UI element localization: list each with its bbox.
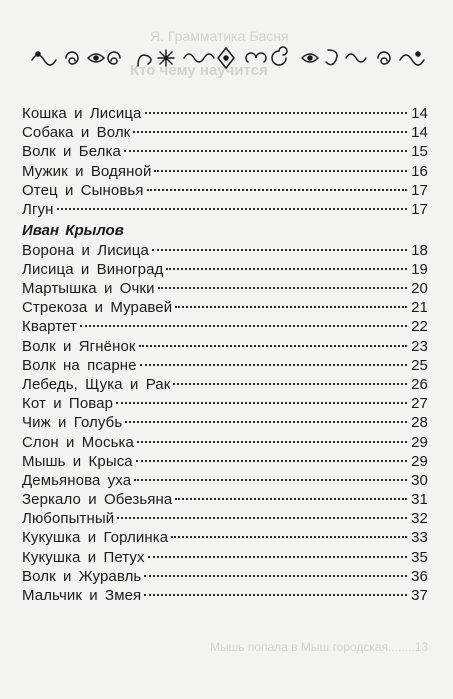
toc-entry[interactable] — [22, 337, 428, 356]
toc-dot-leader — [124, 150, 407, 152]
toc-entry-page: 32 — [411, 510, 428, 528]
toc-entry-title: Чиж и Голубь — [22, 414, 123, 432]
toc-entry-title: Кошка и Лисица — [22, 105, 142, 122]
toc-entry-title: Ворона и Лисица — [22, 241, 149, 259]
toc-entry-page: 36 — [411, 567, 428, 585]
toc-dot-leader — [117, 517, 407, 519]
toc-dot-leader — [139, 345, 407, 347]
toc-entry-page: 17 — [411, 181, 428, 199]
toc-dot-leader — [57, 208, 408, 210]
toc-dot-leader — [147, 189, 407, 191]
toc-entry-title: Слон и Моська — [22, 433, 134, 451]
table-of-contents — [22, 104, 428, 605]
toc-entry-page: 28 — [411, 414, 428, 432]
toc-entry[interactable] — [22, 317, 428, 336]
toc-dot-leader — [116, 402, 407, 404]
toc-dot-leader — [175, 306, 407, 308]
toc-dot-leader — [173, 383, 407, 385]
bleed-through-top: Я. Грамматика Басня — [150, 28, 289, 44]
toc-entry[interactable] — [22, 433, 428, 452]
toc-entry[interactable] — [22, 200, 428, 219]
toc-entry[interactable] — [22, 471, 428, 490]
toc-entry-title: Собака и Волк — [22, 124, 131, 142]
toc-entry[interactable] — [22, 509, 428, 528]
toc-entry[interactable] — [22, 162, 428, 181]
toc-dot-leader — [80, 325, 407, 327]
toc-entry[interactable] — [22, 394, 428, 413]
toc-entry-title: Стрекоза и Муравей — [22, 299, 173, 317]
toc-entry[interactable] — [22, 123, 428, 142]
toc-entry[interactable] — [22, 279, 428, 298]
toc-entry-title: Волк и Журавль — [22, 567, 142, 585]
toc-entry-title: Мужик и Водяной — [22, 162, 152, 180]
toc-dot-leader — [136, 460, 407, 462]
toc-entry-page: 16 — [411, 162, 428, 180]
toc-entry-page: 31 — [411, 491, 428, 509]
toc-entry-page: 22 — [411, 318, 428, 336]
toc-entry[interactable] — [22, 375, 428, 394]
toc-dot-leader — [154, 170, 407, 172]
toc-dot-leader — [166, 268, 407, 270]
toc-entry-page: 37 — [411, 587, 428, 604]
toc-entry-page: 29 — [411, 433, 428, 451]
toc-dot-leader — [145, 112, 408, 114]
toc-author-heading: Иван Крылов — [22, 222, 124, 240]
toc-entry-page: 35 — [411, 548, 428, 566]
toc-entry-title: Волк и Ягнёнок — [22, 337, 136, 355]
toc-entry-page: 19 — [411, 260, 428, 278]
toc-entry-page: 29 — [411, 452, 428, 470]
toc-entry-title: Волк на псарне — [22, 356, 137, 374]
toc-entry-title: Квартет — [22, 318, 78, 336]
toc-dot-leader — [144, 594, 407, 596]
toc-entry-page: 25 — [411, 356, 428, 374]
toc-entry-page: 15 — [411, 143, 428, 161]
toc-entry-page: 14 — [411, 105, 428, 122]
toc-entry-title: Кот и Повар — [22, 395, 114, 413]
toc-entry[interactable] — [22, 181, 428, 200]
bleed-through-bottom: Мышь попала в Мыш городская........13 — [210, 640, 429, 654]
toc-dot-leader — [144, 575, 407, 577]
toc-entry-page: 27 — [411, 395, 428, 413]
toc-dot-leader — [148, 556, 407, 558]
toc-dot-leader — [134, 479, 407, 481]
toc-entry-page: 23 — [411, 337, 428, 355]
toc-entry-title: Кукушка и Петух — [22, 548, 145, 566]
toc-entry-page: 30 — [411, 471, 428, 489]
toc-entry[interactable] — [22, 104, 428, 123]
toc-entry-title: Лебедь, Щука и Рак — [22, 375, 171, 393]
toc-entry[interactable] — [22, 298, 428, 317]
toc-dot-leader — [152, 249, 407, 251]
toc-entry-title: Любопытный — [22, 510, 115, 528]
toc-entry-title: Мышь и Крыса — [22, 452, 133, 470]
toc-dot-leader — [171, 536, 407, 538]
toc-entry-title: Мартышка и Очки — [22, 280, 155, 297]
toc-entry[interactable] — [22, 452, 428, 471]
toc-entry-page: 18 — [411, 241, 428, 259]
toc-entry[interactable] — [22, 142, 428, 161]
toc-entry[interactable] — [22, 413, 428, 432]
toc-entry-title: Мальчик и Змея — [22, 587, 142, 604]
ornament-strip-icon — [28, 40, 426, 76]
toc-entry[interactable] — [22, 490, 428, 509]
toc-entry-page: 33 — [411, 529, 428, 547]
toc-entry[interactable] — [22, 548, 428, 567]
toc-entry[interactable] — [22, 586, 428, 605]
toc-dot-leader — [175, 498, 407, 500]
toc-entry-page: 20 — [411, 280, 428, 297]
toc-entry-title: Лисица и Виноград — [22, 260, 164, 278]
toc-dot-leader — [158, 287, 407, 289]
toc-entry[interactable] — [22, 241, 428, 260]
toc-entry[interactable] — [22, 528, 428, 547]
toc-entry-title: Зеркало и Обезьяна — [22, 491, 173, 509]
toc-entry-title: Лгун — [22, 200, 54, 218]
toc-dot-leader — [133, 131, 407, 133]
toc-entry[interactable] — [22, 567, 428, 586]
toc-entry-title: Кукушка и Горлинка — [22, 529, 169, 547]
toc-entry-title: Демьянова уха — [22, 471, 132, 489]
toc-entry-page: 21 — [411, 299, 428, 317]
toc-entry-title: Отец и Сыновья — [22, 181, 144, 199]
toc-entry-page: 26 — [411, 375, 428, 393]
toc-entry[interactable] — [22, 356, 428, 375]
toc-dot-leader — [125, 421, 407, 423]
toc-entry-page: 14 — [411, 124, 428, 142]
bleed-through-second: Кто чему научится — [130, 62, 268, 79]
toc-dot-leader — [140, 364, 407, 366]
toc-entry-page: 17 — [411, 200, 428, 218]
toc-entry-title: Волк и Белка — [22, 143, 121, 161]
toc-dot-leader — [137, 441, 407, 443]
toc-entry[interactable] — [22, 260, 428, 279]
